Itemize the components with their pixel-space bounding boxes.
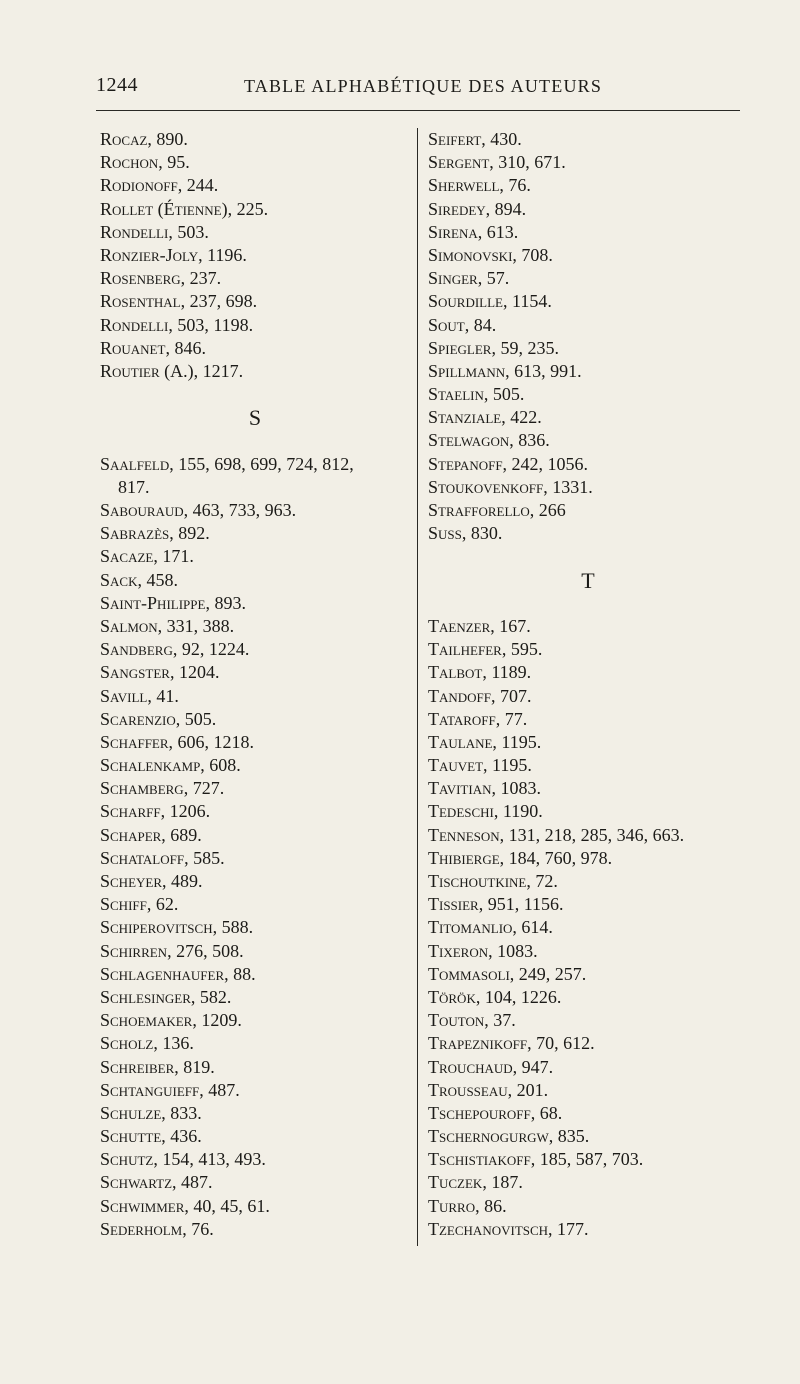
index-entry: Scheyer, 489.: [100, 871, 203, 892]
index-entry: Schreiber, 819.: [100, 1056, 215, 1077]
running-title: TABLE ALPHABÉTIQUE DES AUTEURS: [244, 76, 603, 96]
index-entry: Schiperovitsch, 588.: [100, 917, 254, 938]
index-entry: Seifert, 430.: [428, 129, 522, 149]
index-entry: Tandoff, 707.: [428, 685, 532, 706]
index-entry: Thibierge, 184, 760, 978.: [428, 847, 613, 868]
index-entry: Schiff, 62.: [100, 894, 179, 915]
index-entry: Taulane, 1195.: [428, 731, 542, 752]
index-entry: Sherwell, 76.: [428, 175, 531, 196]
index-entry: Sangster, 1204.: [100, 662, 220, 683]
index-entry: Tommasoli, 249, 257.: [428, 963, 587, 984]
index-entry: Spiegler, 59, 235.: [428, 337, 559, 358]
index-entry: Strafforello, 266: [428, 500, 566, 520]
index-entry: Tixeron, 1083.: [428, 940, 538, 961]
left-entries-after: [100, 499, 410, 1241]
index-entry: Schirren, 276, 508.: [100, 940, 244, 961]
index-entry: Tavitian, 1083.: [428, 778, 541, 799]
header-rule: [96, 110, 740, 111]
index-entry: Rochon, 95.: [100, 152, 190, 173]
index-entry: Salmon, 331, 388.: [100, 615, 235, 636]
index-entry: Rollet (Étienne), 225.: [100, 198, 269, 219]
index-entry: Tenneson, 131, 218, 285, 346, 663.: [428, 824, 685, 845]
index-entry: Sabouraud, 463, 733, 963.: [100, 500, 297, 521]
index-entry-saalfeld: Saalfeld, 155, 698, 699, 724, 812,: [100, 453, 354, 474]
index-entry: Schtanguieff, 487.: [100, 1079, 240, 1100]
index-entry: Schulze, 833.: [100, 1102, 202, 1123]
index-entry: Tedeschi, 1190.: [428, 801, 543, 822]
index-entry: Touton, 37.: [428, 1010, 516, 1031]
index-entry: Spillmann, 613, 991.: [428, 360, 582, 381]
index-entry: Tschepouroff, 68.: [428, 1102, 563, 1123]
index-entry: Rondelli, 503.: [100, 221, 209, 242]
index-entry: Rouanet, 846.: [100, 337, 206, 358]
index-entry: Trouchaud, 947.: [428, 1056, 554, 1077]
index-entry: Trousseau, 201.: [428, 1079, 549, 1100]
index-entry: Suss, 830.: [428, 523, 503, 544]
index-entry: Rosenberg, 237.: [100, 268, 222, 289]
index-entry: Sederholm, 76.: [100, 1218, 214, 1239]
index-entry: Routier (A.), 1217.: [100, 360, 244, 381]
index-entry: Tschistiakoff, 185, 587, 703.: [428, 1149, 644, 1170]
index-entry: Schalenkamp, 608.: [100, 755, 241, 776]
index-entry: Singer, 57.: [428, 268, 510, 289]
index-entry: Simonovski, 708.: [428, 244, 553, 265]
index-entry: Turro, 86.: [428, 1195, 507, 1216]
index-entry: Rocaz, 890.: [100, 129, 188, 149]
index-entry: Tissier, 951, 1156.: [428, 894, 564, 915]
index-entry: Schlagenhaufer, 88.: [100, 963, 256, 984]
index-entry: Sirena, 613.: [428, 221, 519, 242]
index-entry: Savill, 41.: [100, 685, 179, 706]
left-column: [100, 128, 410, 1241]
left-entries-before: [100, 128, 410, 383]
section-letter-s: S: [248, 405, 262, 431]
index-entry: Schutte, 436.: [100, 1126, 202, 1147]
index-entry: Schutz, 154, 413, 493.: [100, 1149, 266, 1170]
index-entry: Tataroff, 77.: [428, 708, 528, 729]
index-entry: Siredey, 894.: [428, 198, 527, 219]
index-entry: Tuczek, 187.: [428, 1172, 523, 1193]
index-entry: Stanziale, 422.: [428, 407, 542, 428]
index-entry: Sourdille, 1154.: [428, 291, 552, 312]
right-column: [428, 128, 748, 1241]
index-entry: Schwimmer, 40, 45, 61.: [100, 1195, 270, 1216]
index-entry: Staelin, 505.: [428, 384, 525, 405]
index-entry: Stelwagon, 836.: [428, 430, 550, 451]
index-entry: Rondelli, 503, 1198.: [100, 314, 254, 335]
right-entries-t: [428, 615, 748, 1241]
index-entry: Stepanoff, 242, 1056.: [428, 453, 589, 474]
index-entry: Rodionoff, 244.: [100, 175, 219, 196]
index-entry: Tailhefer, 595.: [428, 639, 543, 660]
index-entry: Scarenzio, 505.: [100, 708, 217, 729]
index-entry: Trapeznikoff, 70, 612.: [428, 1033, 595, 1054]
page-number: 1244: [96, 74, 138, 96]
index-entry: Török, 104, 1226.: [428, 986, 562, 1007]
index-entry: Sergent, 310, 671.: [428, 152, 566, 173]
index-entry: Tzechanovitsch, 177.: [428, 1218, 589, 1239]
index-entry: Tischoutkine, 72.: [428, 871, 558, 892]
index-entry: Sout, 84.: [428, 314, 497, 335]
index-entry: Schaffer, 606, 1218.: [100, 731, 255, 752]
index-entry: Tschernogurgw, 835.: [428, 1126, 590, 1147]
index-entry: Schataloff, 585.: [100, 847, 225, 868]
index-entry: Sack, 458.: [100, 569, 178, 590]
index-entry: Schwartz, 487.: [100, 1172, 213, 1193]
index-entry: Schlesinger, 582.: [100, 986, 232, 1007]
index-entry: Sacaze, 171.: [100, 546, 194, 567]
index-entry: Schoemaker, 1209.: [100, 1010, 242, 1031]
index-entry: Schaper, 689.: [100, 824, 202, 845]
index-entry: Sabrazès, 892.: [100, 523, 210, 544]
index-entry: Scharff, 1206.: [100, 801, 211, 822]
column-divider: [417, 128, 418, 1246]
index-entry: Rosenthal, 237, 698.: [100, 291, 258, 312]
index-entry: Ronzier-Joly, 1196.: [100, 244, 247, 265]
index-entry: Talbot, 1189.: [428, 662, 532, 683]
index-entry: Sandberg, 92, 1224.: [100, 639, 250, 660]
index-entry-continuation: 817.: [118, 476, 150, 497]
right-entries-s: [428, 128, 748, 545]
index-entry: Stoukovenkoff, 1331.: [428, 476, 593, 497]
index-entry: Titomanlio, 614.: [428, 917, 553, 938]
index-entry: Tauvet, 1195.: [428, 755, 532, 776]
index-entry: Schamberg, 727.: [100, 778, 225, 799]
section-letter-t: T: [581, 567, 595, 593]
index-entry: Scholz, 136.: [100, 1033, 194, 1054]
index-entry: Saint-Philippe, 893.: [100, 592, 246, 613]
index-entry: Taenzer, 167.: [428, 615, 531, 636]
